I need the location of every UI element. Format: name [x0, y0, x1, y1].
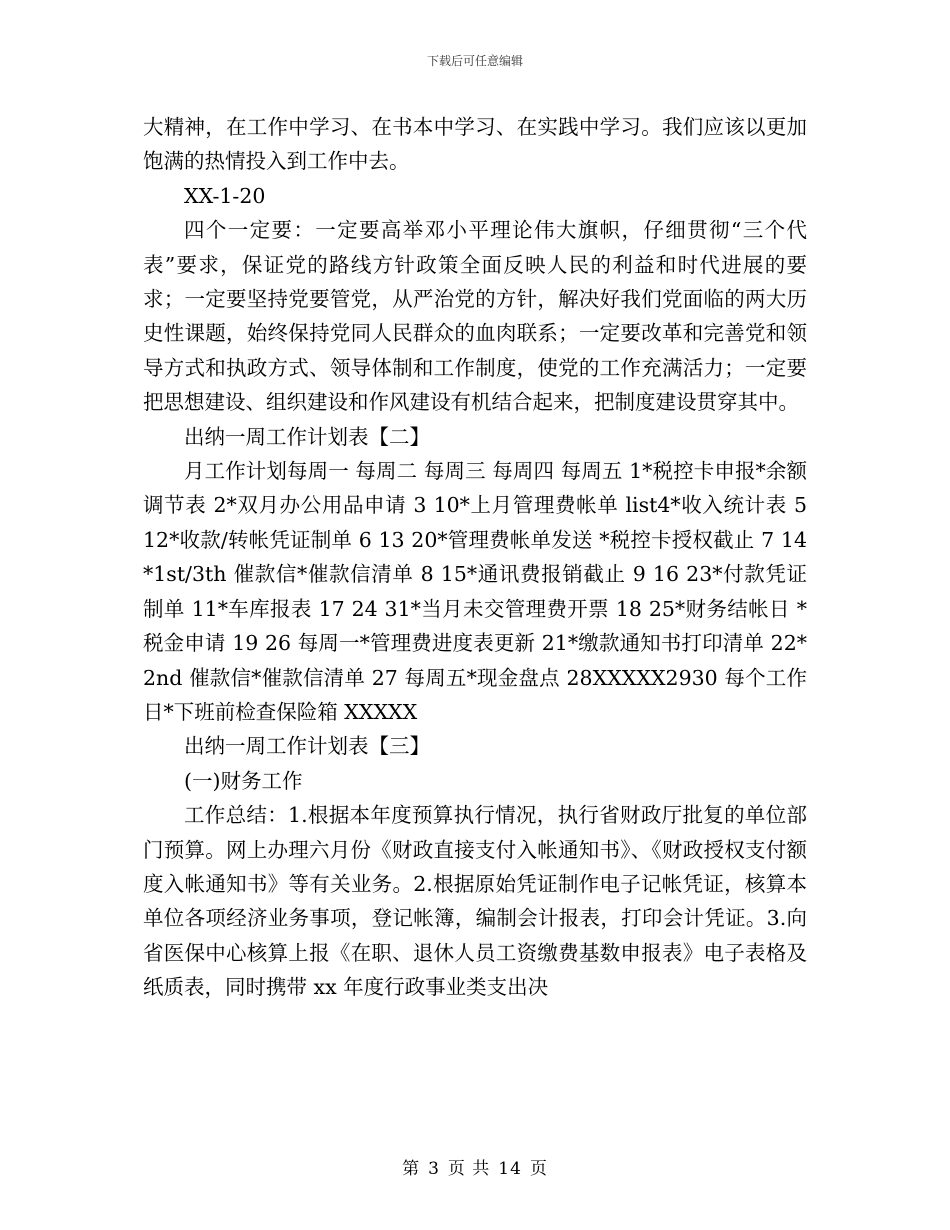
section-heading: 出纳一周工作计划表【二】: [184, 424, 430, 449]
footer-middle: 页 共: [447, 1159, 491, 1179]
footer-suffix: 页: [529, 1159, 548, 1179]
paragraph: 大精神，在工作中学习、在书本中学习、在实践中学习。我们应该以更加饱满的热情投入到工作中去。: [143, 115, 807, 174]
paragraph: 工作总结：1.根据本年度预算执行情况，执行省财政厅批复的单位部门预算。网上办理六月份《财政直接支付入帐通知书》、《财政授权支付额度入帐通知书》等有关业务。2.根据原始凭证制作电子记帐凭证，核算本单位各项经济业务事项，登记帐簿，编制会计报表，打印会计凭证。3.向省医保中心核算上报《在职、退休人员工资缴费基数申报表》电子表格及纸质表，同时携带 xx 年度行政事业类支出决: [143, 803, 807, 1000]
document-body: [143, 110, 807, 1005]
footer-prefix: 第: [402, 1159, 421, 1179]
subsection-heading: (一)财务工作: [184, 768, 303, 793]
paragraph-date: XX-1-20: [184, 183, 266, 208]
page-footer: [0, 1154, 950, 1179]
page-header: 下载后可任意编辑: [426, 54, 523, 68]
paragraph: 月工作计划每周一 每周二 每周三 每周四 每周五 1*税控卡申报*余额调节表 2*双月办公用品申请 3 10*上月管理费帐单 list4*收入统计表 5 12*收款/转帐凭证制单 6 13 20*管理费帐单发送 *税控卡授权截止 7 14*1st/3th 催款信*催款信清单 8 15*通讯费报销截止 9 16 23*付款凭证制单 11*车库报表 17 24 31*当月未交管理费开票 18 25*财务结帐日 *税金申请 19 26 每周一*管理费进度表更新 21*缴款通知书打印清单 22*2nd 催款信*催款信清单 27 每周五*现金盘点 28XXXXX2930 每个工作日*下班前检查保险箱 XXXXX: [143, 459, 807, 724]
page-total: 14: [498, 1159, 522, 1179]
section-heading: 出纳一周工作计划表【三】: [184, 734, 430, 759]
paragraph: 四个一定要：一定要高举邓小平理论伟大旗帜，仔细贯彻“三个代表”要求，保证党的路线方针政策全面反映人民的利益和时代进展的要求；一定要坚持党要管党，从严治党的方针，解决好我们党面临的两大历史性课题，始终保持党同人民群众的血肉联系；一定要改革和完善党和领导方式和执政方式、领导体制和工作制度，使党的工作充满活力；一定要把思想建设、组织建设和作风建设有机结合起来，把制度建设贯穿其中。: [143, 218, 807, 415]
page-number: 3: [428, 1159, 440, 1179]
